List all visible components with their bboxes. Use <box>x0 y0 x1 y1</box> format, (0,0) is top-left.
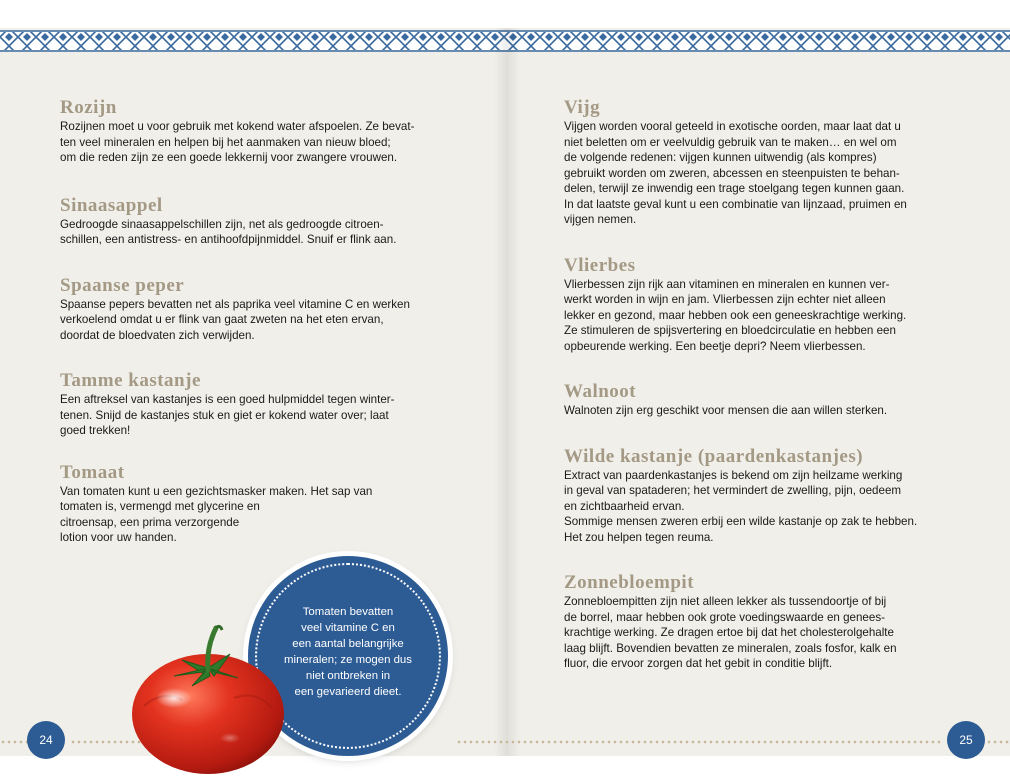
footer-dots-right-edge <box>986 740 1010 744</box>
entry-title: Zonnebloempit <box>564 572 695 593</box>
entry-rozijn <box>60 98 460 166</box>
entry-wilde-kastanje <box>564 447 964 546</box>
page-number-right: 25 <box>947 721 985 759</box>
entry-tomaat <box>60 463 460 546</box>
entry-body: Extract van paardenkastanjes is bekend om zijn heilzame werking in geval van spataderen; het vermindert de zwelling, pijn, oedeem en zichtbaarheid ervan. Sommige mensen zweren erbij een wilde kastanje op zak te hebben. Het zou helpen tegen reuma. <box>564 468 918 544</box>
footer-dots-right <box>456 740 942 744</box>
entry-sinaasappel <box>60 196 460 248</box>
entry-body: Een aftreksel van kastanjes is een goed hulpmiddel tegen winter- tenen. Snijd de kastanjes stuk en giet er kokend water over; laat goed trekken! <box>60 393 395 437</box>
entry-title: Tomaat <box>60 461 125 483</box>
entry-spaanse-peper <box>60 276 460 344</box>
entry-body: Vijgen worden vooral geteeld in exotische oorden, maar laat dat u niet beletten om er veelvuldig gebruik van te maken… en wel om de volgende redenen: vijgen kunnen uitwendig (als kompres) gebruikt worden om zweren, abcessen en steenpuisten te behan- delen, terwijl ze inwendig een trage stoelgang tegen kunnen gaan. In dat laatste geval kunt u een combinatie van lijnzaad, pruimen en vijgen nemen. <box>564 120 907 226</box>
tomato-icon <box>122 620 292 778</box>
entry-body: Spaanse pepers bevatten net als paprika veel vitamine C en werken verkoelend omdat u er flink van gaat zweten na het eten ervan, doordat de bloedvaten zich verwijden. <box>60 297 410 342</box>
entry-body: Van tomaten kunt u een gezichtsmasker maken. Het sap van tomaten is, vermengd met glycerine en citroensap, een prima verzorgende lotion voor uw handen. <box>60 484 373 544</box>
entry-title: Tamme kastanje <box>60 370 201 391</box>
entry-zonnebloempit <box>564 573 964 672</box>
right-page-column <box>564 98 964 672</box>
entry-vijg <box>564 98 964 228</box>
entry-body: Walnoten zijn erg geschikt voor mensen die aan willen sterken. <box>564 404 888 417</box>
entry-title: Sinaasappel <box>60 194 163 216</box>
entry-vlierbes <box>564 256 964 355</box>
callout-text: Tomaten bevatten veel vitamine C en een aantal belangrijke mineralen; ze mogen dus niet ontbreken in een gevarieerd dieet. <box>284 606 412 698</box>
entry-title: Rozijn <box>60 97 117 118</box>
entry-title: Vlierbes <box>564 254 636 276</box>
entry-title: Walnoot <box>564 381 637 402</box>
entry-body: Rozijnen moet u voor gebruik met kokend water afspoelen. Ze bevat- ten veel mineralen en helpen bij het aanmaken van nieuw bloed; om die reden zijn ze een goede lekkernij voor zwangere vrouwen. <box>60 120 415 164</box>
entry-body: Vlierbessen zijn rijk aan vitaminen en mineralen en kunnen ver- werkt worden in wijn en jam. Vlierbessen zijn echter niet alleen lekker en gezond, maar hebben ook een geneeskrachtige werking. Ze stimuleren de spijsvertering en bloedcirculatie en hebben een opbeurende werking. Een beetje depri? Neem vlierbessen. <box>564 277 907 353</box>
entry-title: Spaanse peper <box>60 274 185 296</box>
page-gutter <box>494 28 520 756</box>
entry-title: Wilde kastanje (paardenkastanjes) <box>564 445 864 467</box>
book-spread <box>0 28 1010 756</box>
left-page-column <box>60 98 460 546</box>
entry-tamme-kastanje <box>60 371 460 439</box>
entry-body: Zonnebloempitten zijn niet alleen lekker als tussendoortje of bij de borrel, maar hebben ook grote voedingswaarde en genees- krachtige werking. Ze dragen ertoe bij dat het cholesterolgehalte laag blijft. Bovendien bevatten ze mineralen, zoals fosfor, kalk en fluor, die ervoor zorgen dat het gebit in conditie blijft. <box>564 595 897 670</box>
entry-body: Gedroogde sinaasappelschillen zijn, net als gedroogde citroen- schillen, een antistress- en antihoofdpijnmiddel. Snuif er flink aan. <box>60 217 397 246</box>
page-number-left: 24 <box>27 721 65 759</box>
entry-walnoot <box>564 382 964 419</box>
entry-title: Vijg <box>564 97 601 118</box>
